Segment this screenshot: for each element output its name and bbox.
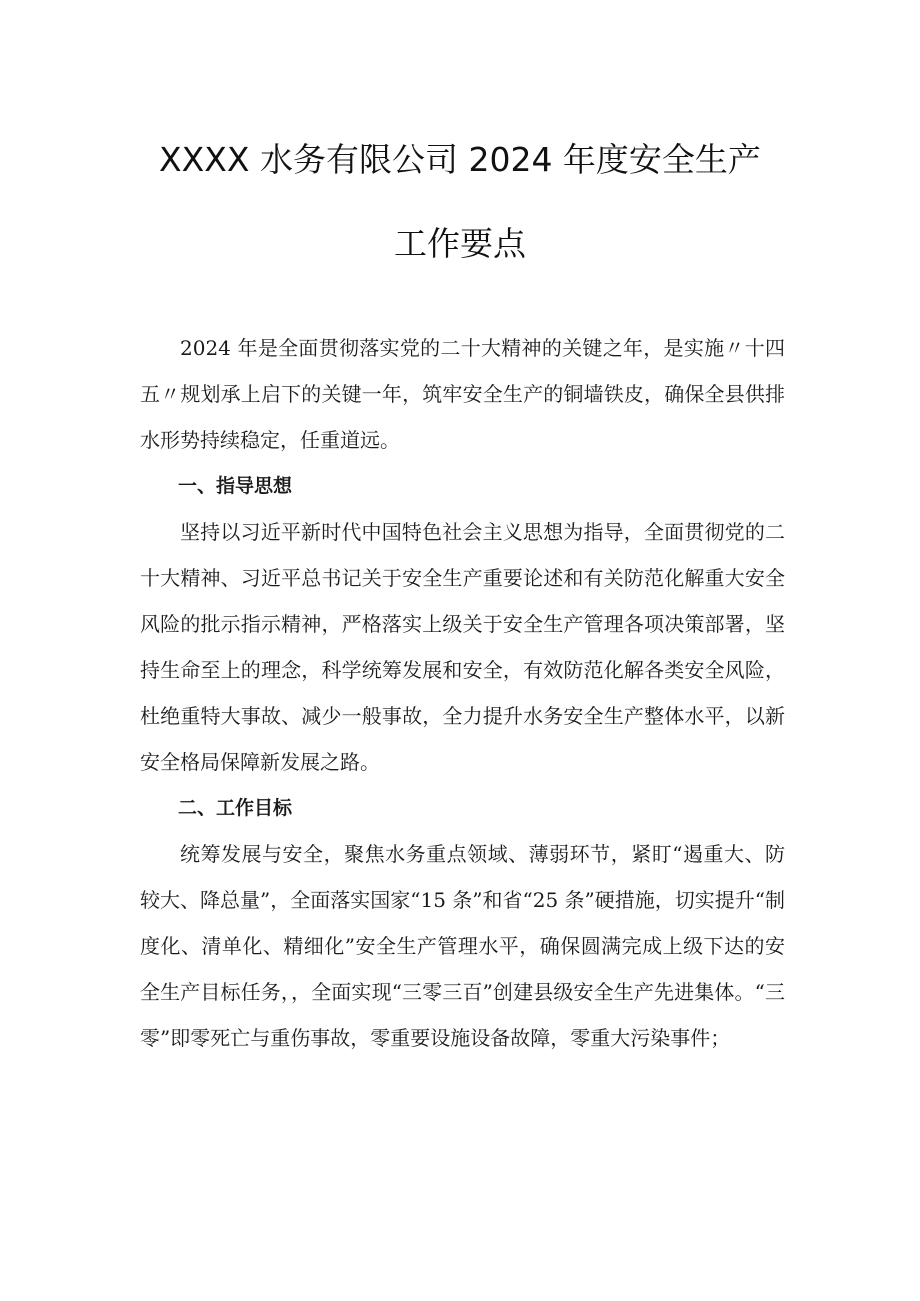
document-title-line-2: 工作要点 [394,224,526,263]
guiding-thought-paragraph: 坚持以习近平新时代中国特色社会主义思想为指导，全面贯彻党的二十大精神、习近平总书记关于安全生产重要论述和有关防范化解重大安全风险的批示指示精神，严格落实上级关于安全生产管理各项决策部署，坚持生命至上的理念，科学统筹发展和安全，有效防范化解各类安全风险，杜绝重特大事故、减少一般事故，全力提升水务安全生产整体水平，以新安全格局保障新发展之路。 [140,520,785,774]
work-goals-paragraph: 统筹发展与安全，聚焦水务重点领域、薄弱环节，紧盯“遏重大、防较大、降总量”，全面落实国家“15 条”和省“25 条”硬措施，切实提升“制度化、清单化、精细化”安全生产管理水平，确保圆满完成上级下达的安全生产目标任务，，全面实现“三零三百”创建县级安全生产先进集体。“三零”即零死亡与重伤事故，零重要设施设备故障，零重大污染事件； [140,842,785,1050]
document-body [140,325,785,1061]
section-heading-work-goals: 二、工作目标 [178,797,293,819]
document-title-line-1: XXXX 水务有限公司 2024 年度安全生产 [159,140,761,179]
intro-paragraph: 2024 年是全面贯彻落实党的二十大精神的关键之年，是实施〃十四五〃规划承上启下的关键一年，筑牢安全生产的铜墙铁皮，确保全县供排水形势持续稳定，任重道远。 [140,336,785,452]
section-heading-guiding-thought: 一、指导思想 [178,475,293,497]
